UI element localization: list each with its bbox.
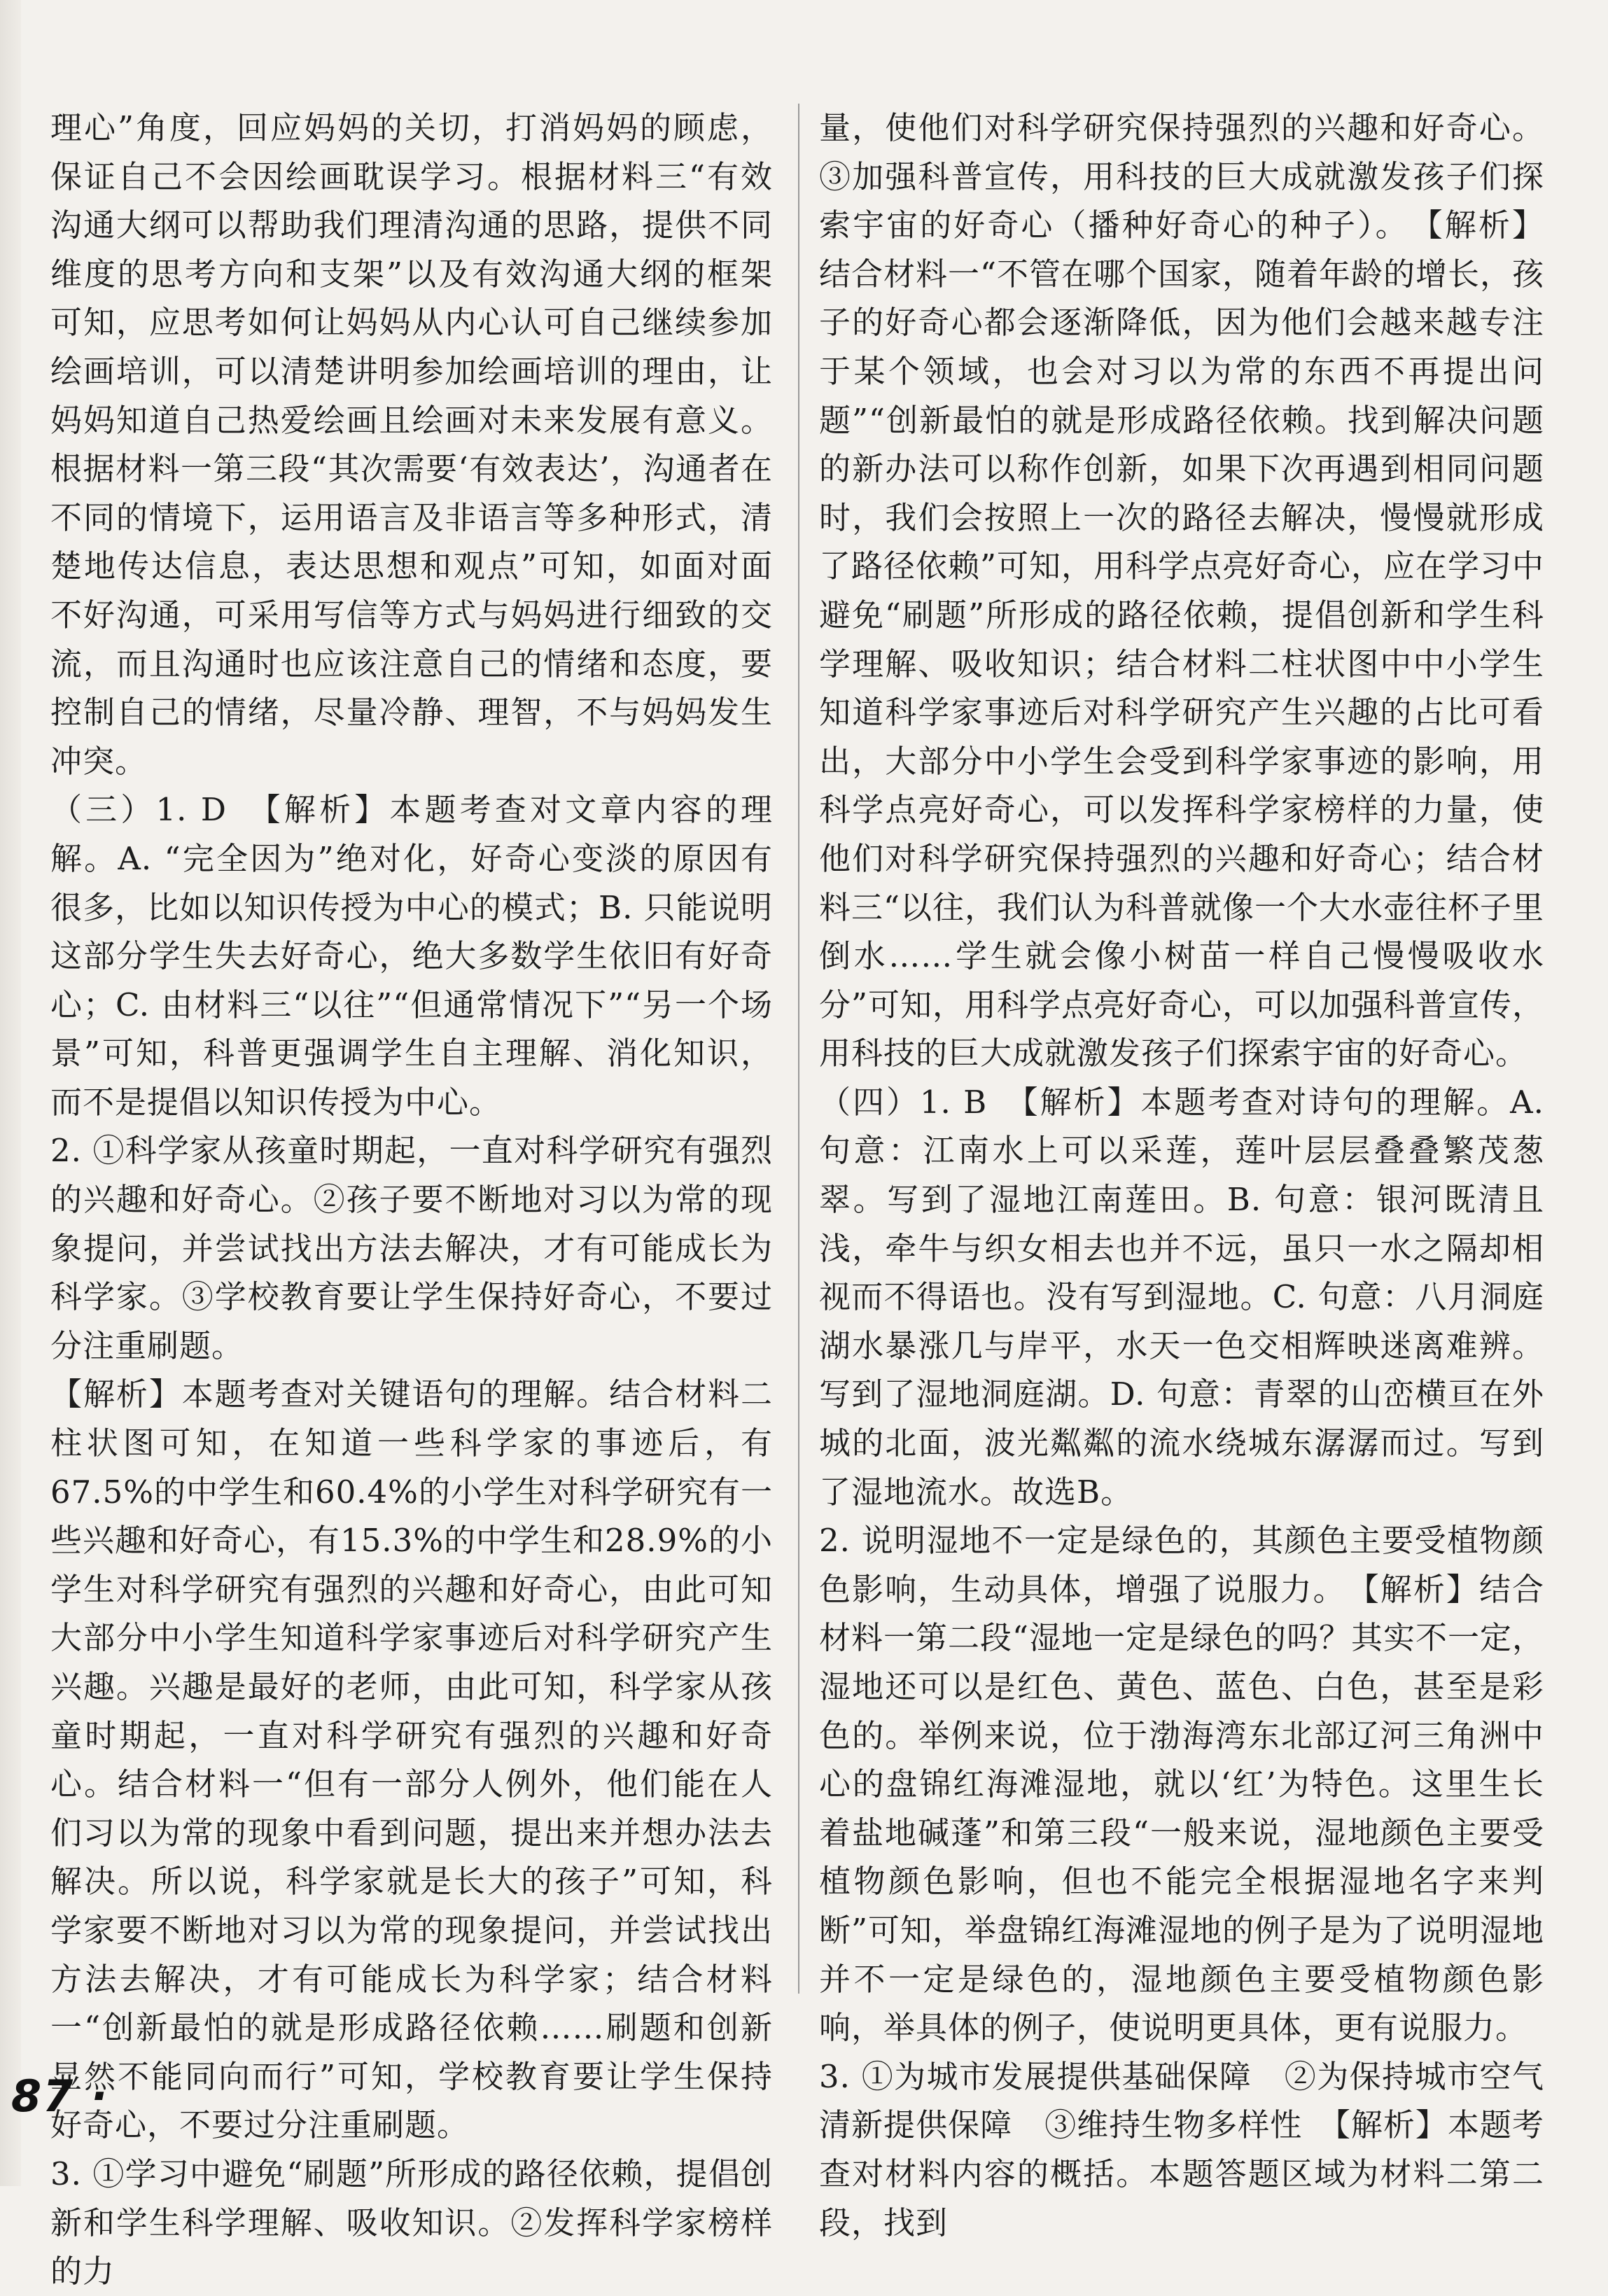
paragraph: 量，使他们对科学研究保持强烈的兴趣和好奇心。③加强科普宣传，用科技的巨大成就激发孩子们探索宇宙的好奇心（播种好奇心的种子）。 【解析】结合材料一“不管在哪个国家，随着年龄的增长，孩子的好奇心都会逐渐降低，因为他们会越来越专注于某个领域，也会对习以为常的东西不再提出问题”“创新最怕的就是形成路径依赖。找到解决问题的新办法可以称作创新，如果下次再遇到相同问题时，我们会按照上一次的路径去解决，慢慢就形成了路径依赖”可知，用科学点亮好奇心，应在学习中避免“刷题”所形成的路径依赖，提倡创新和学生科学理解、吸收知识；结合材料二柱状图中中小学生知道科学家事迹后对科学研究产生兴趣的占比可看出，大部分中小学生会受到科学家事迹的影响，用科学点亮好奇心，可以发挥科学家榜样的力量，使他们对科学研究保持强烈的兴趣和好奇心；结合材料三“以往，我们认为科普就像一个大水壶往杯子里倒水……学生就会像小树苗一样自己慢慢吸收水分”可知，用科学点亮好奇心，可以加强科普宣传，用科技的巨大成就激发孩子们探索宇宙的好奇心。 xyxy=(819,109,1545,1072)
column-divider xyxy=(798,104,799,1994)
paragraph: 理心”角度，回应妈妈的关切，打消妈妈的顾虑，保证自己不会因绘画耽误学习。根据材料三“有效沟通大纲可以帮助我们理清沟通的思路，提供不同维度的思考方向和支架”以及有效沟通大纲的框架可知，应思考如何让妈妈从内心认可自己继续参加绘画培训，可以清楚讲明参加绘画培训的理由，让妈妈知道自己热爱绘画且绘画对未来发展有意义。根据材料一第三段“其次需要‘有效表达’，沟通者在不同的情境下，运用语言及非语言等多种形式，清楚地传达信息，表达思想和观点”可知，如面对面不好沟通，可采用写信等方式与妈妈进行细致的交流，而且沟通时也应该注意自己的情绪和态度，要控制自己的情绪，尽量冷静、理智，不与妈妈发生冲突。 xyxy=(50,109,773,780)
paragraph: 2. ①科学家从孩童时期起，一直对科学研究有强烈的兴趣和好奇心。②孩子要不断地对习以为常的现象提问，并尝试找出方法去解决，才有可能成长为科学家。③学校教育要让学生保持好奇心，不要过分注重刷题。 xyxy=(50,1132,773,1364)
paragraph: （三）1. D 【解析】本题考查对文章内容的理解。A. “完全因为”绝对化，好奇心变淡的原因有很多，比如以知识传授为中心的模式；B. 只能说明这部分学生失去好奇心，绝大多数学生依旧有好奇心；C. 由材料三“以往”“但通常情况下”“另一个场景”可知，科普更强调学生自主理解、消化知识，而不是提倡以知识传授为中心。 xyxy=(50,791,773,1121)
binding-edge xyxy=(0,0,21,2186)
page-number: 87 · xyxy=(11,2071,109,2122)
paragraph: 【解析】本题考查对关键语句的理解。结合材料二柱状图可知，在知道一些科学家的事迹后，有67.5%的中学生和60.4%的小学生对科学研究有一些兴趣和好奇心，有15.3%的中学生和28.9%的小学生对科学研究有强烈的兴趣和好奇心，由此可知大部分中小学生知道科学家事迹后对科学研究产生兴趣。兴趣是最好的老师，由此可知，科学家从孩童时期起，一直对科学研究有强烈的兴趣和好奇心。结合材料一“但有一部分人例外，他们能在人们习以为常的现象中看到问题，提出来并想办法去解决。所以说，科学家就是长大的孩子”可知，科学家要不断地对习以为常的现象提问，并尝试找出方法去解决，才有可能成长为科学家；结合材料一“创新最怕的就是形成路径依赖……刷题和创新显然不能同向而行”可知，学校教育要让学生保持好奇心，不要过分注重刷题。 xyxy=(50,1376,773,2144)
paragraph: 3. ①学习中避免“刷题”所形成的路径依赖，提倡创新和学生科学理解、吸收知识。②发挥科学家榜样的力 xyxy=(50,2155,773,2290)
right-column xyxy=(819,104,1545,2241)
paragraph: （四）1. B 【解析】本题考查对诗句的理解。A. 句意：江南水上可以采莲，莲叶层层叠叠繁茂葱翠。写到了湿地江南莲田。B. 句意：银河既清且浅，牵牛与织女相去也并不远，虽只一水之隔却相视而不得语也。没有写到湿地。C. 句意：八月洞庭湖水暴涨几与岸平，水天一色交相辉映迷离难辨。写到了湿地洞庭湖。D. 句意：青翠的山峦横亘在外城的北面，波光粼粼的流水绕城东潺潺而过。写到了湿地流水。故选B。 xyxy=(819,1083,1544,1511)
paragraph: 3. ①为城市发展提供基础保障 ②为保持城市空气清新提供保障 ③维持生物多样性 【解析】本题考查对材料内容的概括。本题答题区域为材料二第二段，找到 xyxy=(819,2057,1544,2241)
paragraph: 2. 说明湿地不一定是绿色的，其颜色主要受植物颜色影响，生动具体，增强了说服力。 【解析】结合材料一第二段“湿地一定是绿色的吗？其实不一定，湿地还可以是红色、黄色、蓝色、白色，甚至是彩色的。举例来说，位于渤海湾东北部辽河三角洲中心的盘锦红海滩湿地，就以‘红’为特色。这里生长着盐地碱蓬”和第三段“一般来说，湿地颜色主要受植物颜色影响，但也不能完全根据湿地名字来判断”可知，举盘锦红海滩湿地的例子是为了说明湿地并不一定是绿色的，湿地颜色主要受植物颜色影响，举具体的例子，使说明更具体，更有说服力。 xyxy=(819,1522,1545,2047)
